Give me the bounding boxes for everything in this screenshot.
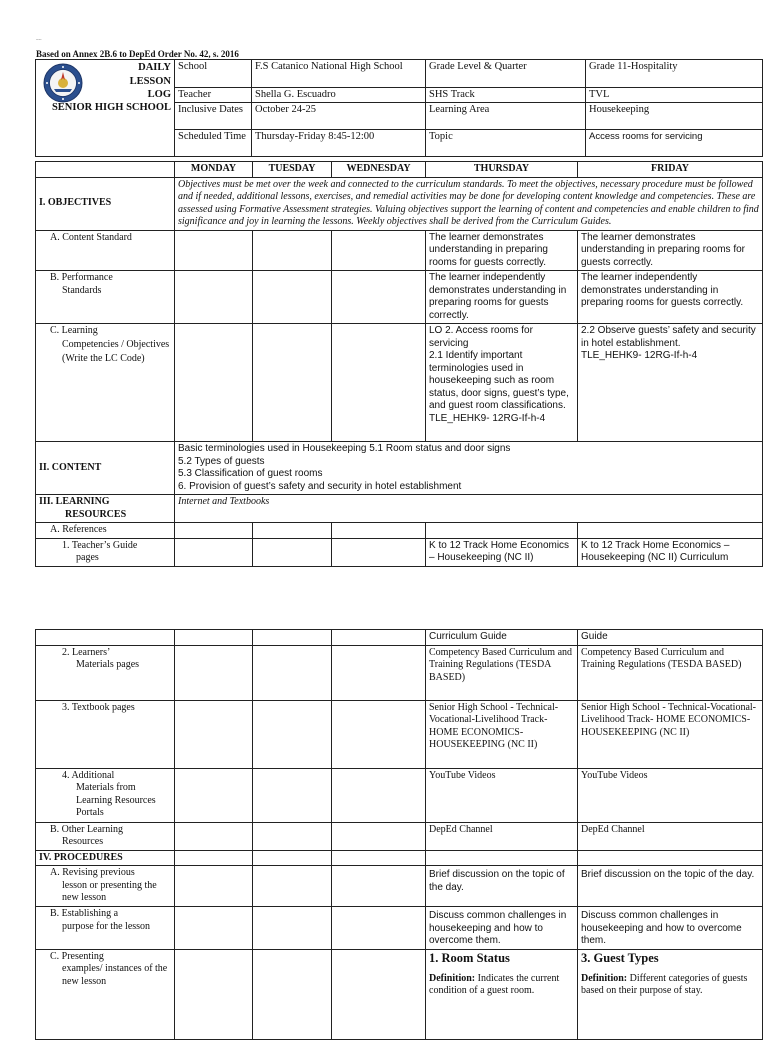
- guest-types-definition: [581, 973, 759, 998]
- title-line-2: LESSON: [129, 75, 171, 87]
- establishing-label-2: purpose for the lesson: [62, 920, 151, 932]
- additional-materials-fri: YouTube Videos: [578, 768, 763, 822]
- teachers-guide-fri: K to 12 Track Home Economics – Housekeeping (NC II) Curriculum: [578, 538, 763, 566]
- textbook-fri: Senior High School - Technical-Vocational-Livelihood Track- HOME ECONOMICS-HOUSEKEEPING (NC II): [578, 700, 763, 768]
- guest-types-title: 3. Guest Types: [581, 950, 659, 965]
- dates-value: October 24-25: [252, 103, 426, 130]
- learning-resources-heading: [36, 495, 175, 523]
- definition-text-fri: Different categories of guests based on their purpose of stay.: [581, 972, 748, 996]
- content-heading: II. CONTENT: [36, 442, 175, 495]
- other-label-1: B. Other Learning: [50, 823, 124, 835]
- topic-label: Topic: [426, 130, 586, 157]
- curriculum-guide-fri: Guide: [578, 630, 763, 646]
- other-resources-fri: DepEd Channel: [578, 822, 763, 850]
- textbook-label: 3. Textbook pages: [36, 700, 175, 768]
- lesson-table-page1: [35, 161, 763, 567]
- definition-text-thu: Indicates the current condition of a guest room.: [429, 972, 560, 996]
- day-monday: MONDAY: [175, 162, 253, 178]
- blank-corner: [36, 162, 175, 178]
- school-value: F.S Catanico National High School: [252, 60, 426, 88]
- teachers-guide-label-2: pages: [76, 552, 99, 563]
- track-label: SHS Track: [426, 88, 586, 103]
- performance-standards-fri: The learner independently demonstrates understanding in preparing rooms for guests correctly.: [578, 271, 763, 324]
- objectives-heading: I. OBJECTIVES: [36, 177, 175, 230]
- day-tuesday: TUESDAY: [253, 162, 332, 178]
- establishing-fri: Discuss common challenges in housekeeping and how to overcome them.: [578, 907, 763, 950]
- teachers-guide-label: [36, 538, 175, 566]
- definition-label-thu: Definition:: [429, 972, 476, 984]
- day-friday: FRIDAY: [578, 162, 763, 178]
- content-body: [175, 442, 763, 495]
- presenting-label-2: examples/ instances of the new lesson: [62, 963, 168, 987]
- school-level: SENIOR HIGH SCHOOL: [51, 101, 171, 113]
- dates-label: Inclusive Dates: [175, 103, 252, 130]
- revising-label-2: lesson or presenting the new lesson: [62, 879, 157, 903]
- room-status-title: 1. Room Status: [429, 950, 510, 965]
- revising-fri: Brief discussion on the topic of the day.: [578, 866, 763, 907]
- time-label: Scheduled Time: [175, 130, 252, 157]
- establishing-thu: Discuss common challenges in housekeeping and how to overcome them.: [426, 907, 578, 950]
- competency-fri-1: 2.2 Observe guests’ safety and security in hotel establishment.: [581, 325, 756, 349]
- content-standard-thu: The learner demonstrates understanding in preparing rooms for guests correctly.: [426, 230, 578, 271]
- procedures-heading: IV. PROCEDURES: [36, 850, 175, 866]
- content-line-3: 5.3 Classification of guest rooms: [178, 468, 323, 479]
- performance-standards-label: [36, 271, 175, 324]
- competencies-label-1: C. Learning: [50, 325, 98, 336]
- additional-label-2: Materials from Learning Resources Portals: [76, 782, 156, 818]
- teacher-label: Teacher: [175, 88, 252, 103]
- revising-label-1: A. Revising previous: [50, 867, 135, 878]
- learners-label-1: 2. Learners’: [62, 646, 111, 658]
- content-line-1: Basic terminologies used in Housekeeping 5.1 Room status and door signs: [178, 443, 511, 454]
- learning-area-value: Housekeeping: [586, 103, 763, 130]
- curriculum-guide-thu: Curriculum Guide: [426, 630, 578, 646]
- competencies-label-2: Competencies / Objectives (Write the LC Code): [62, 338, 170, 364]
- page-marker: ~~: [36, 38, 42, 43]
- track-value: TVL: [586, 88, 763, 103]
- title-line-1: DAILY: [138, 62, 171, 73]
- presenting-label: [36, 949, 175, 1039]
- learners-materials-label: [36, 645, 175, 700]
- establishing-label: [36, 907, 175, 950]
- performance-label-1: B. Performance: [50, 272, 113, 283]
- references-label: A. References: [36, 523, 175, 539]
- day-thursday: THURSDAY: [426, 162, 578, 178]
- other-label-2: Resources: [62, 836, 104, 847]
- competency-fri-code: TLE_HEHK9- 12RG-If-h-4: [581, 350, 698, 361]
- additional-materials-thu: YouTube Videos: [426, 768, 578, 822]
- teacher-value: Shella G. Escuadro: [252, 88, 426, 103]
- learning-competencies-label: [36, 324, 175, 442]
- day-wednesday: WEDNESDAY: [332, 162, 426, 178]
- topic-value: Access rooms for servicing: [586, 130, 763, 157]
- performance-standards-thu: The learner independently demonstrates understanding in preparing rooms for guests correctly.: [426, 271, 578, 324]
- resources-heading-2: RESOURCES: [65, 508, 127, 520]
- teachers-guide-label-1: 1. Teacher’s Guide: [62, 539, 138, 551]
- grade-level-value: Grade 11-Hospitality: [586, 60, 763, 88]
- teachers-guide-thu: K to 12 Track Home Economics – Housekeeping (NC II): [426, 538, 578, 566]
- learning-competencies-thu: [426, 324, 578, 442]
- learning-competencies-fri: [578, 324, 763, 442]
- content-standard-label: A. Content Standard: [36, 230, 175, 271]
- title-block: [36, 60, 175, 157]
- competency-thu-2: 2.1 Identify important terminologies used in housekeeping such as room status, door signs, guest’s type, and guest room classifications.: [429, 350, 569, 411]
- competency-thu-code: TLE_HEHK9- 12RG-If-h-4: [429, 412, 546, 424]
- learners-label-2: Materials pages: [76, 659, 140, 670]
- content-line-2: 5.2 Types of guests: [178, 455, 265, 467]
- school-label: School: [175, 60, 252, 88]
- learners-materials-thu: Competency Based Curriculum and Training Regulations (TESDA BASED): [426, 645, 578, 700]
- competency-thu-1: LO 2. Access rooms for servicing: [429, 325, 533, 349]
- presenting-label-1: C. Presenting: [50, 950, 104, 962]
- resources-note: Internet and Textbooks: [175, 495, 763, 523]
- performance-label-2: Standards: [62, 284, 102, 296]
- additional-materials-label: [36, 768, 175, 822]
- resources-heading-1: III. LEARNING: [39, 496, 110, 507]
- objectives-note: Objectives must be met over the week and connected to the curriculum standards. To meet the objectives, necessary procedure must be followed and if needed, additional lessons, exercises, and remedial activities may be done for developing content knowledge and competencies. These are assessed using Formative Assessment strategies. Valuing objectives support the learning of content and competencies and enable children to find significance and joy in learning the lessons. Weekly objectives shall be derived from the Curriculum Guides.: [175, 177, 763, 230]
- learning-area-label: Learning Area: [426, 103, 586, 130]
- room-status-definition: [429, 973, 574, 998]
- content-line-4: 6. Provision of guest’s safety and security in hotel establishment: [178, 480, 462, 492]
- document-caption: Based on Annex 2B.6 to DepEd Order No. 42, s. 2016: [36, 49, 239, 59]
- learners-materials-fri: Competency Based Curriculum and Training Regulations (TESDA BASED): [578, 645, 763, 700]
- textbook-thu: Senior High School - Technical-Vocational-Livelihood Track- HOME ECONOMICS-HOUSEKEEPING (NC II): [426, 700, 578, 768]
- establishing-label-1: B. Establishing a: [50, 908, 119, 919]
- presenting-fri: [578, 949, 763, 1039]
- additional-label-1: 4. Additional: [62, 769, 115, 781]
- other-resources-label: [36, 822, 175, 850]
- grade-level-label: Grade Level & Quarter: [426, 60, 586, 88]
- other-resources-thu: DepEd Channel: [426, 822, 578, 850]
- definition-label-fri: Definition:: [581, 972, 628, 984]
- presenting-thu: [426, 949, 578, 1039]
- revising-label: [36, 866, 175, 907]
- content-standard-fri: The learner demonstrates understanding in preparing rooms for guests correctly.: [578, 230, 763, 271]
- lesson-table-page2: [35, 629, 763, 1040]
- revising-thu: Brief discussion on the topic of the day.: [426, 866, 578, 907]
- title-line-3: LOG: [147, 89, 171, 100]
- time-value: Thursday-Friday 8:45-12:00: [252, 130, 426, 157]
- header-table: [35, 59, 763, 157]
